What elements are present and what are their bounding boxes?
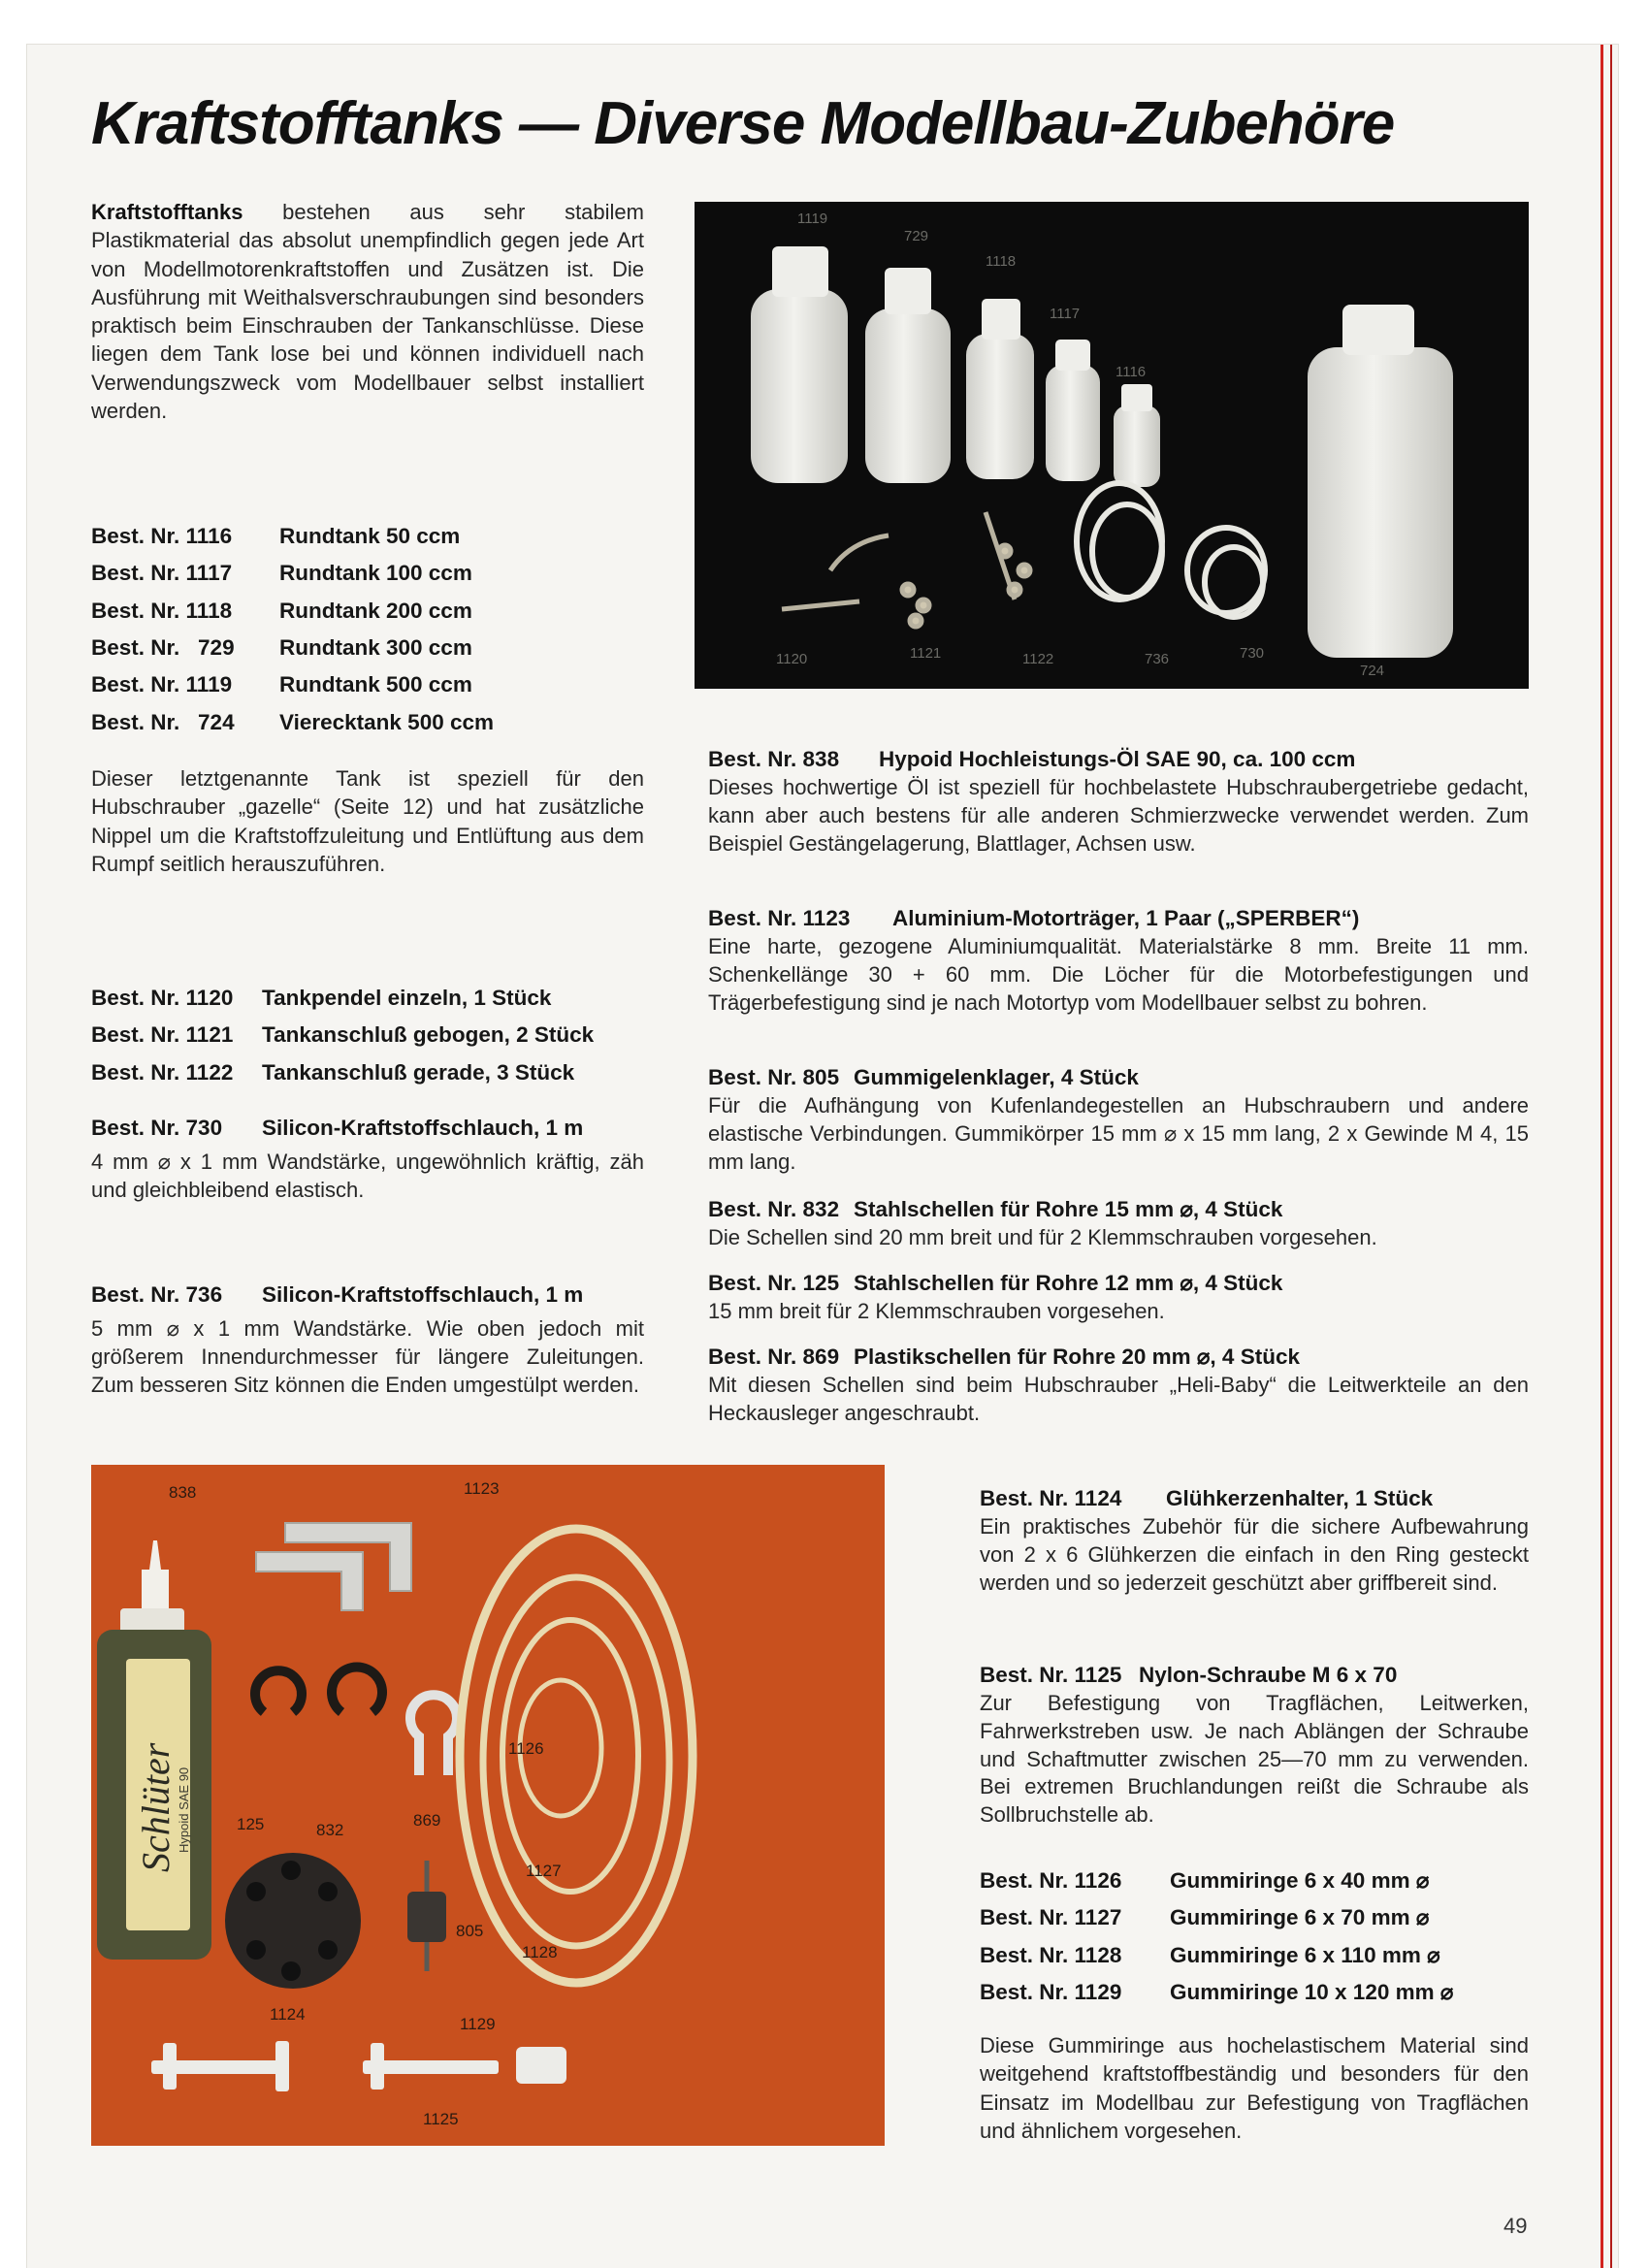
page-title: Kraftstofftanks — Diverse Modellbau-Zubehöre [91, 90, 1395, 157]
order-number: Best. Nr. 1119 [91, 672, 233, 697]
item-body: 4 mm ⌀ x 1 mm Wandstärke, ungewöhnlich kräftig, zäh und gleichbleibend elastisch. [91, 1150, 644, 1202]
item-desc: Gummiringe 10 x 120 mm ⌀ [1170, 1980, 1454, 2005]
order-number: Best. Nr. 1120 [91, 986, 234, 1011]
list-item [91, 555, 494, 592]
item-desc: Tankanschluß gebogen, 2 Stück [262, 1022, 595, 1048]
tank-724 [1308, 347, 1453, 658]
photo-label: 1129 [460, 2015, 496, 2033]
order-number: Best. Nr. 805 [708, 1065, 840, 1089]
product-730 [91, 1116, 644, 1205]
photo-label: 1123 [464, 1479, 500, 1498]
item-desc: Rundtank 300 ccm [279, 635, 472, 661]
list-item [91, 630, 494, 666]
page-number: 49 [1504, 2214, 1528, 2238]
order-number: Best. Nr. 1118 [91, 598, 233, 623]
order-number: Best. Nr. 1129 [980, 1980, 1122, 2005]
tanks-photo [695, 202, 1529, 689]
list-item [91, 1054, 594, 1091]
photo-label: 1124 [270, 2005, 306, 2024]
accessories-photo [91, 1465, 885, 2146]
photo-label: 1119 [797, 211, 828, 227]
item-desc: Rundtank 50 ccm [279, 524, 461, 549]
item-body: Eine harte, gezogene Aluminiumqualität. Materialstärke 8 mm. Breite 11 mm. Schenkellänge 30 + 60 mm. Die Löcher für die Motorbefestigungen und Trägerbefestigung sind je nach Motortyp vom Modellbauer selbst zu bohren. [708, 934, 1529, 1015]
rubber-bearing [407, 1861, 446, 1971]
tanks-photo-art [695, 202, 1529, 689]
photo-label: 1122 [1022, 651, 1054, 667]
photo-label: 729 [904, 228, 929, 244]
item-body: Mit diesen Schellen sind beim Hubschrauber „Heli-Baby“ die Leitwerkteile an den Heckausleger angeschraubt. [708, 1373, 1529, 1425]
page-edge-red-stripe [1600, 45, 1603, 2268]
fittings-list [91, 980, 594, 1091]
order-number: Best. Nr. 729 [91, 635, 235, 661]
product-736 [91, 1282, 644, 1399]
order-number: Best. Nr. 1128 [980, 1942, 1122, 1967]
intro-bold-term: Kraftstofftanks [91, 200, 243, 224]
item-body: 15 mm breit für 2 Klemmschrauben vorgesehen. [708, 1299, 1165, 1323]
order-number: Best. Nr. 730 [91, 1116, 223, 1140]
order-number: Best. Nr. 1126 [980, 1868, 1122, 1894]
photo-label: 1120 [776, 651, 808, 667]
bottle-sub: Hypoid SAE 90 [177, 1766, 191, 1853]
tank-cap [772, 246, 828, 297]
tank-1116 [1114, 405, 1160, 487]
product-869 [708, 1345, 1529, 1428]
item-body: Dieses hochwertige Öl ist speziell für hochbelastete Hubschraubergetriebe gedacht, kann aber auch bestens für alle anderen Schmierzwecke verwendet werden. Zum Beispiel Gestängelagerung, Blattlager, Achsen usw. [708, 775, 1529, 856]
item-body: Zur Befestigung von Tragflächen, Leitwerken, Fahrwerkstreben usw. Je nach Ablängen der Schraube und Schaftmutter zwischen 25—70 mm zu verwenden. Bei extremen Bruchlandungen reißt die Schraube als Sollbruchstelle ab. [980, 1691, 1529, 1828]
photo-label: 1126 [508, 1739, 544, 1758]
plastic-clamp [410, 1695, 457, 1775]
item-desc: Rundtank 200 ccm [279, 598, 472, 623]
order-number: Best. Nr. 832 [708, 1197, 840, 1221]
item-desc: Vierecktank 500 ccm [279, 709, 495, 734]
glowplug-holder [225, 1853, 361, 1989]
photo-label: 1117 [1050, 306, 1081, 322]
tank-1118 [966, 334, 1034, 479]
order-number: Best. Nr. 869 [708, 1345, 840, 1369]
photo-label: 1116 [1116, 364, 1147, 380]
rings-note: Diese Gummiringe aus hochelastischem Material sind weitgehend kraftstoffbeständig und besonders für den Einsatz im Modellbau zur Befestigung von Tragflächen und ähnlichem vorgesehen. [980, 2033, 1529, 2143]
tank-note: Dieser letztgenannte Tank ist speziell für den Hubschrauber „gazelle“ (Seite 12) und hat zusätzliche Nippel um die Kraftstoffzuleitung und Entlüftung aus dem Rumpf seitlich herauszuführen. [91, 766, 644, 876]
list-item [91, 518, 494, 555]
product-125 [708, 1271, 1529, 1326]
item-desc: Stahlschellen für Rohre 12 mm ⌀, 4 Stück [854, 1271, 1283, 1295]
order-number: Best. Nr. 1127 [980, 1905, 1122, 1930]
order-number: Best. Nr. 724 [91, 709, 235, 734]
hose-coils [1077, 483, 1265, 617]
order-number: Best. Nr. 1125 [980, 1663, 1122, 1687]
item-desc: Tankanschluß gerade, 3 Stück [262, 1059, 575, 1085]
tank-cap [1055, 340, 1090, 371]
item-desc: Rundtank 500 ccm [279, 672, 472, 697]
photo-label: 805 [456, 1922, 484, 1940]
bottle-brand: Schlüter [134, 1742, 178, 1872]
tank-1117 [1046, 365, 1100, 481]
list-item [980, 1899, 1453, 1936]
tank-1119 [751, 289, 848, 483]
rubber-rings [460, 1529, 693, 1983]
list-item [980, 1863, 1453, 1899]
list-item [980, 1937, 1453, 1974]
item-desc: Rundtank 100 ccm [279, 561, 472, 586]
photo-label: 869 [413, 1811, 441, 1830]
item-desc: Aluminium-Motorträger, 1 Paar („SPERBER“) [892, 906, 1360, 930]
photo-label: 1128 [522, 1943, 558, 1961]
item-body: Ein praktisches Zubehör für die sichere Aufbewahrung von 2 x 6 Glühkerzen die einfach in den Ring gesteckt werden und so jederzeit geschützt aber griffbereit sind. [980, 1514, 1529, 1595]
product-838 [708, 747, 1529, 858]
list-item [91, 980, 594, 1017]
oil-bottle [97, 1540, 211, 1960]
item-desc: Hypoid Hochleistungs-Öl SAE 90, ca. 100 ccm [879, 747, 1356, 771]
item-body: Die Schellen sind 20 mm breit und für 2 Klemmschrauben vorgesehen. [708, 1225, 1377, 1249]
photo-label: 832 [316, 1821, 344, 1839]
item-desc: Gummiringe 6 x 40 mm ⌀ [1170, 1868, 1430, 1894]
order-number: Best. Nr. 1124 [980, 1486, 1122, 1510]
steel-clamps [255, 1668, 382, 1712]
rings-list [980, 1863, 1453, 2011]
order-number: Best. Nr. 1122 [91, 1059, 234, 1085]
product-1123 [708, 906, 1529, 1017]
item-desc: Gummigelenklager, 4 Stück [854, 1065, 1139, 1089]
tank-cap [1342, 305, 1414, 355]
list-item [91, 593, 494, 630]
photo-label: 1118 [986, 253, 1017, 270]
fittings-parts [782, 512, 1030, 627]
order-number: Best. Nr. 1123 [708, 906, 851, 930]
item-desc: Gummiringe 6 x 70 mm ⌀ [1170, 1905, 1430, 1930]
order-number: Best. Nr. 838 [708, 747, 840, 771]
item-desc: Stahlschellen für Rohre 15 mm ⌀, 4 Stück [854, 1197, 1283, 1221]
product-1125 [980, 1663, 1529, 1830]
item-body: Für die Aufhängung von Kufenlandegestellen an Hubschraubern und andere elastische Verbindungen. Gummikörper 15 mm ⌀ x 15 mm lang, 2 x Gewinde M 4, 15 mm lang. [708, 1093, 1529, 1174]
photo-label: 724 [1360, 663, 1385, 679]
item-body: 5 mm ⌀ x 1 mm Wandstärke. Wie oben jedoch mit größerem Innendurchmesser für längere Zuleitungen. Zum besseren Sitz können die Enden umgestülpt werden. [91, 1316, 644, 1397]
product-1124 [980, 1486, 1529, 1597]
aluminium-brackets [256, 1523, 411, 1610]
nylon-screws [151, 2041, 566, 2091]
item-desc: Gummiringe 6 x 110 mm ⌀ [1170, 1942, 1440, 1967]
list-item [91, 666, 494, 703]
order-number: Best. Nr. 125 [708, 1271, 840, 1295]
order-number: Best. Nr. 736 [91, 1282, 223, 1307]
photo-label: 838 [169, 1483, 197, 1502]
photo-label: 1121 [910, 645, 942, 662]
tank-cap [1121, 384, 1152, 411]
photo-label: 730 [1240, 645, 1265, 662]
product-805 [708, 1065, 1529, 1176]
tank-cap [982, 299, 1020, 340]
order-number: Best. Nr. 1117 [91, 561, 233, 586]
tank-cap [885, 268, 931, 314]
tank-list [91, 518, 494, 741]
item-desc: Silicon-Kraftstoffschlauch, 1 m [262, 1116, 584, 1140]
order-number: Best. Nr. 1116 [91, 524, 233, 549]
item-desc: Plastikschellen für Rohre 20 mm ⌀, 4 Stück [854, 1345, 1300, 1369]
product-832 [708, 1197, 1529, 1252]
photo-label: 736 [1145, 651, 1170, 667]
item-desc: Glühkerzenhalter, 1 Stück [1166, 1486, 1434, 1510]
order-number: Best. Nr. 1121 [91, 1022, 234, 1048]
tank-729 [865, 308, 951, 483]
photo-label: 1127 [526, 1862, 562, 1880]
intro-text: bestehen aus sehr stabilem Plastikmaterial das absolut unempfindlich gegen jede Art von Modellmotorenkraftstoffen und Zusätzen ist. Die Ausführung mit Weithalsverschraubungen sind besonders praktisch beim Einschrauben der Tankanschlüsse. Diese liegen dem Tank lose bei und können individuell nach Verwendungszweck vom Modellbauer selbst installiert werden. [91, 200, 644, 424]
photo-label: 1125 [423, 2110, 459, 2128]
list-item [980, 1974, 1453, 2011]
page-edge-red-stripe-inner [1610, 45, 1612, 2268]
photo-label: 125 [237, 1815, 265, 1833]
list-item [91, 703, 494, 740]
accessories-photo-art [91, 1465, 885, 2146]
item-desc: Silicon-Kraftstoffschlauch, 1 m [262, 1282, 584, 1307]
item-desc: Nylon-Schraube M 6 x 70 [1139, 1663, 1398, 1687]
intro-paragraph [91, 198, 644, 425]
list-item [91, 1017, 594, 1053]
item-desc: Tankpendel einzeln, 1 Stück [262, 986, 552, 1011]
